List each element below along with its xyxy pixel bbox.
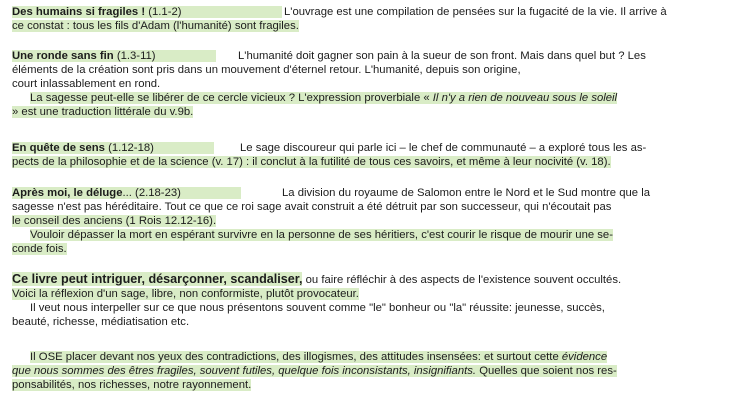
paragraph-text: Voici la réflexion d'un sage, libre, non conformiste, plutôt provocateur.	[12, 288, 359, 300]
paragraph-text: que nous sommes des êtres fragiles, souvent futiles, quelque fois inconsistants, insignifiants. Quelles que soient nos res-	[12, 365, 617, 377]
paragraph-text: ce constat : tous les fils d'Adam (l'humanité) sont fragiles.	[12, 20, 299, 32]
paragraph-text: conde fois.	[12, 243, 67, 255]
heading-title: Des humains si fragiles !	[12, 6, 146, 18]
heading-ref: (1.12-18)	[108, 142, 154, 154]
heading-title: Une ronde sans fin	[12, 50, 114, 62]
paragraph-text: Vouloir dépasser la mort en espérant survivre en la personne de ses héritiers, c'est courir le risque de mourir une se-	[30, 229, 613, 241]
section-livre	[12, 272, 740, 329]
paragraph-text: Il veut nous interpeller sur ce que nous présentons souvent comme "le" bonheur ou "la" réussite: jeunesse, succès,	[30, 302, 605, 314]
heading-title: Après moi, le déluge	[12, 187, 123, 199]
heading-ref: (1.3-11)	[116, 50, 156, 62]
paragraph-text: L'humanité doit gagner son pain à la sueur de son front. Mais dans quel but ? Les	[238, 50, 646, 62]
emphasis-text: évidence	[561, 351, 608, 363]
paragraph-text: » est une traduction littérale du v.9b.	[12, 106, 194, 118]
paragraph-text: sagesse n'est pas héréditaire. Tout ce que ce roi sage avait construit a été détruit par son successeur, qui n'écoutait pas	[12, 201, 612, 213]
heading-ref: ... (2.18-23)	[122, 187, 181, 199]
heading-title: En quête de sens	[12, 142, 105, 154]
paragraph-text: court inlassablement en rond.	[12, 78, 161, 90]
section-deluge-heading	[12, 187, 241, 199]
paragraph-text: Le sage discoureur qui parle ici – le chef de communauté – a exploré tous les as-	[240, 142, 647, 154]
paragraph-text: beauté, richesse, médiatisation etc.	[12, 316, 190, 328]
section-fragiles-heading	[12, 6, 282, 18]
paragraph-text: ou faire réfléchir à des aspects de l'existence souvent occultés.	[305, 274, 622, 286]
section-livre-heading: Ce livre peut intriguer, désarçonner, scandaliser,	[12, 272, 303, 286]
paragraph-text: le conseil des anciens (1 Rois 12.12-16).	[12, 215, 217, 227]
section-ronde	[12, 49, 740, 119]
quote-text: Il n'y a rien de nouveau sous le soleil	[432, 92, 618, 104]
paragraph-text: pects de la philosophie et de la science (v. 17) : il conclut à la futilité de tous ces savoirs, et même à leur nocivité (v. 18).	[12, 156, 611, 168]
paragraph-text: L'ouvrage est une compilation de pensées sur la fugacité de la vie. Il arrive à	[284, 6, 667, 18]
paragraph-text: La sagesse peut-elle se libérer de ce cercle vicieux ? L'expression proverbiale « Il n'y a rien de nouveau sous le soleil	[30, 92, 618, 104]
paragraph-text: Il OSE placer devant nos yeux des contradictions, des illogismes, des attitudes insensées: et surtout cette évidence	[30, 351, 608, 363]
section-quete-heading	[12, 142, 214, 154]
section-quete	[12, 141, 740, 169]
section-fragiles	[12, 5, 740, 33]
emphasis-text: que nous sommes des êtres fragiles, souvent futiles, quelque fois inconsistants, insignifiants.	[12, 365, 477, 377]
paragraph-text: éléments de la création sont pris dans un mouvement d'éternel retour. L'humanité, depuis son origine,	[12, 64, 521, 76]
paragraph-text: ponsabilités, nos richesses, notre rayonnement.	[12, 379, 252, 391]
section-ose	[12, 350, 740, 392]
section-deluge	[12, 186, 740, 256]
paragraph-text: La division du royaume de Salomon entre le Nord et le Sud montre que la	[282, 187, 650, 199]
section-ronde-heading	[12, 50, 216, 62]
heading-ref: (1.1-2)	[148, 6, 182, 18]
